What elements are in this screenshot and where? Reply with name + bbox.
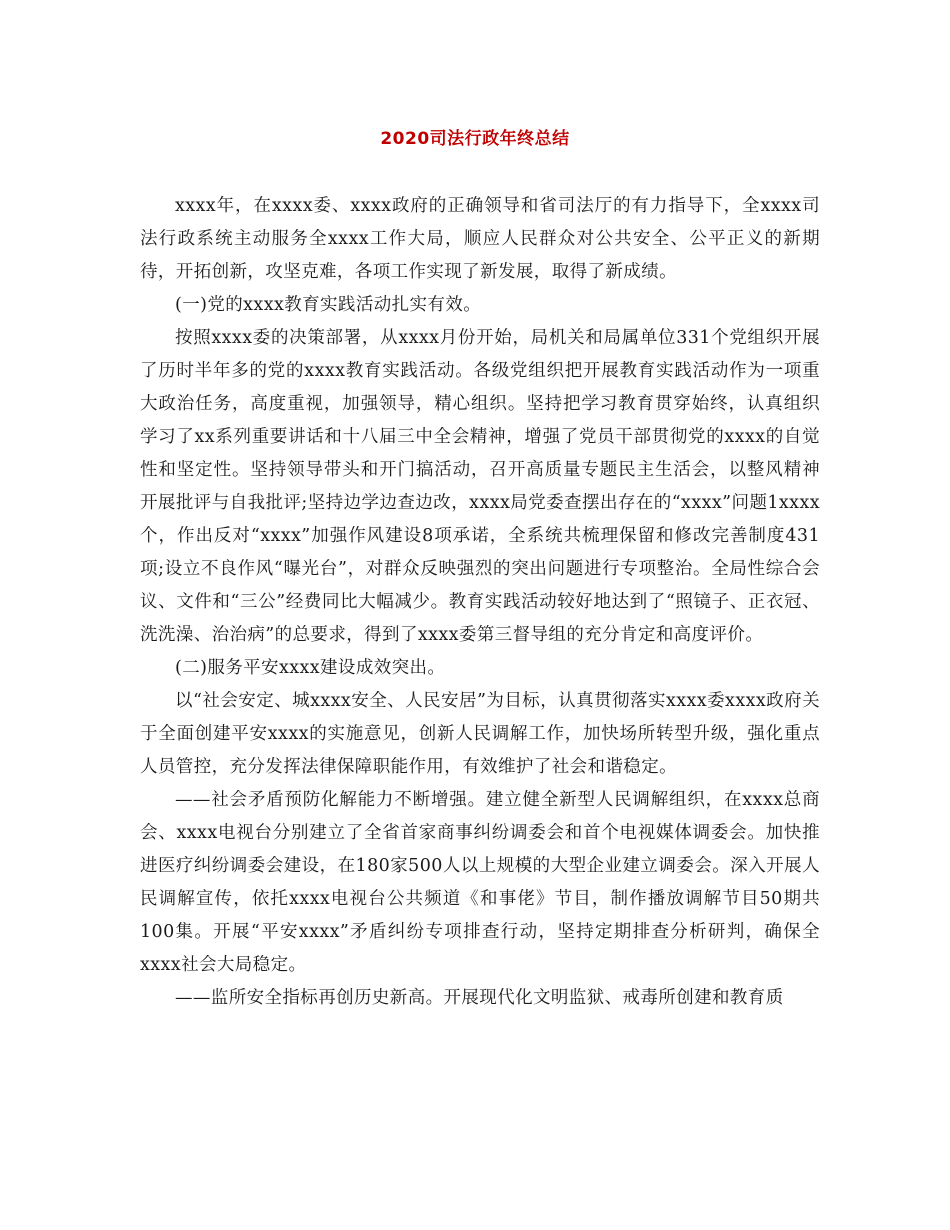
paragraph-prison-safety: ——监所安全指标再创历史新高。开展现代化文明监狱、戒毒所创建和教育质 <box>175 988 784 1008</box>
paragraph-section-2: 以“社会安定、城xxxx安全、人民安居”为目标，认真贯彻落实xxxx委xxxx政府关于全面创建平安xxxx的实施意见，创新人民调解工作，加快场所转型升级，强化重点人员管控，充分发挥法律保障职能作用，有效维护了社会和谐稳定。 <box>140 691 820 777</box>
document-title: 2020司法行政年终总结 <box>380 129 570 149</box>
section-heading-1: (一)党的xxxx教育实践活动扎实有效。 <box>175 295 482 315</box>
document-body <box>140 190 820 1015</box>
section-heading-2: (二)服务平安xxxx建设成效突出。 <box>175 658 446 678</box>
paragraph-dispute-resolution: ——社会矛盾预防化解能力不断增强。建立健全新型人民调解组织，在xxxx总商会、xxxx电视台分别建立了全省首家商事纠纷调委会和首个电视媒体调委会。加快推进医疗纠纷调委会建设，在180家500人以上规模的大型企业建立调委会。深入开展人民调解宣传，依托xxxx电视台公共频道《和事佬》节目，制作播放调解节目50期共100集。开展“平安xxxx”矛盾纠纷专项排查行动，坚持定期排查分析研判，确保全xxxx社会大局稳定。 <box>140 790 820 975</box>
paragraph-section-1: 按照xxxx委的决策部署，从xxxx月份开始，局机关和局属单位331个党组织开展了历时半年多的党的xxxx教育实践活动。各级党组织把开展教育实践活动作为一项重大政治任务，高度重视，加强领导，精心组织。坚持把学习教育贯穿始终，认真组织学习了xx系列重要讲话和十八届三中全会精神，增强了党员干部贯彻党的xxxx的自觉性和坚定性。坚持领导带头和开门搞活动，召开高质量专题民主生活会，以整风精神开展批评与自我批评;坚持边学边查边改，xxxx局党委查摆出存在的“xxxx”问题1xxxx个，作出反对“xxxx”加强作风建设8项承诺，全系统共梳理保留和修改完善制度431项;设立不良作风“曝光台”，对群众反映强烈的突出问题进行专项整治。全局性综合会议、文件和“三公”经费同比大幅减少。教育实践活动较好地达到了“照镜子、正衣冠、洗洗澡、治治病”的总要求，得到了xxxx委第三督导组的充分肯定和高度评价。 <box>140 328 820 645</box>
paragraph-intro: xxxx年，在xxxx委、xxxx政府的正确领导和省司法厅的有力指导下，全xxxx司法行政系统主动服务全xxxx工作大局，顺应人民群众对公共安全、公平正义的新期待，开拓创新，攻坚克难，各项工作实现了新发展，取得了新成绩。 <box>140 196 820 282</box>
